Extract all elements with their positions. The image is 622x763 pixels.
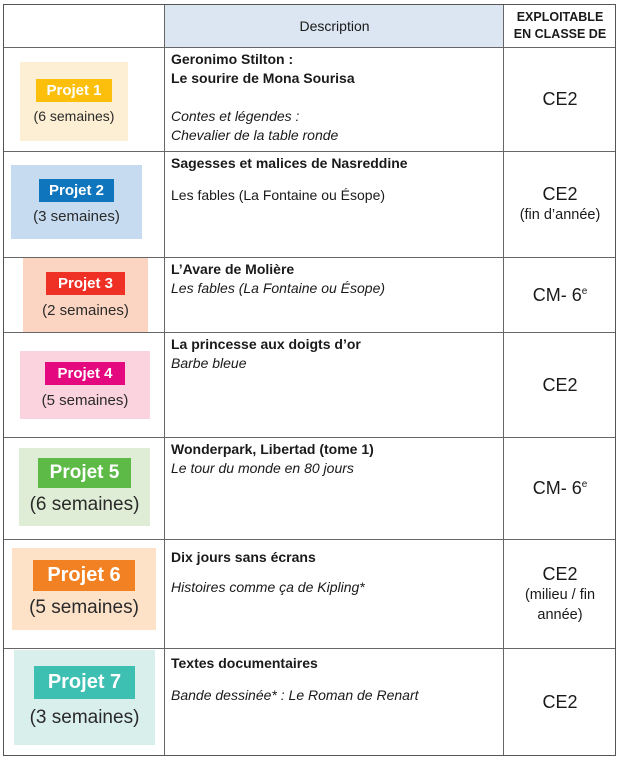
class-level: CE2 [542,184,578,204]
project-badge [14,650,155,745]
table-row [4,152,615,257]
table-row [4,333,615,437]
project-duration: (2 semaines) [42,301,129,319]
description-title: Sagesses et malices de Nasreddine [171,155,408,171]
description-title: L’Avare de Molière [171,261,295,277]
description-subtitle: Les fables (La Fontaine ou Ésope) [171,187,386,203]
class-note: (fin d’année) [519,207,601,223]
description-cell [171,154,501,205]
project-duration: (5 semaines) [29,596,139,618]
project-tag: Projet 3 [46,272,125,295]
project-cell [4,258,164,332]
project-duration: (3 semaines) [33,208,120,225]
header-class [504,5,616,47]
description-title: Dix jours sans écrans [171,549,316,565]
project-cell [4,649,164,755]
project-badge [12,548,156,630]
table-row [4,258,615,332]
project-badge [19,448,150,526]
project-duration: (5 semaines) [41,391,129,409]
header-class-line1: EXPLOITABLE [516,10,604,24]
project-badge [23,258,148,332]
description-cell [171,260,501,298]
project-cell [4,152,164,257]
description-title: Textes documentaires [171,655,318,671]
project-badge [20,62,128,141]
description-subtitle: Les fables (La Fontaine ou Ésope) [171,280,386,296]
header-description [165,5,504,47]
project-tag: Projet 2 [39,179,114,202]
class-cell [505,333,615,437]
description-cell [171,654,501,705]
header-class-line2: EN CLASSE DE [513,27,607,41]
class-level: CE2 [542,89,578,109]
project-tag: Projet 6 [33,560,134,591]
class-level: CM- 6e [532,284,588,305]
project-cell [4,540,164,648]
project-tag: Projet 1 [36,79,111,102]
class-cell [505,649,615,755]
table-row [4,649,615,755]
project-duration: (6 semaines) [33,108,115,124]
class-cell [505,258,615,332]
class-level: CE2 [542,691,578,712]
class-cell [505,152,615,257]
project-tag: Projet 4 [45,362,124,385]
table-row [4,438,615,539]
project-cell [4,48,164,151]
class-level: CE2 [542,374,578,395]
description-subtitle: Le tour du monde en 80 jours [171,460,354,476]
description-cell [171,440,501,478]
description-cell [171,335,501,373]
project-duration: (6 semaines) [29,494,140,515]
description-cell [171,548,501,597]
description-subtitle: Barbe bleue [171,355,247,371]
table-row [4,48,615,151]
class-cell [505,438,615,539]
description-cell [171,50,501,145]
project-badge [20,351,150,419]
project-cell [4,333,164,437]
description-subtitle: Chevalier de la table ronde [171,127,339,143]
description-title: Geronimo Stilton : [171,51,294,67]
class-level: CE2 [542,563,578,584]
description-title: La princesse aux doigts d’or [171,336,361,352]
class-note: (milieu / fin année) [524,586,596,623]
class-cell [505,48,615,151]
description-title: Wonderpark, Libertad (tome 1) [171,441,374,457]
project-tag: Projet 7 [34,666,135,699]
project-badge [11,165,142,239]
description-subtitle: Bande dessinée* : Le Roman de Renart [171,687,419,703]
class-cell [505,540,615,648]
project-cell [4,438,164,539]
description-subtitle: Contes et légendes : [171,108,300,124]
project-tag: Projet 5 [38,458,132,488]
header-description-label: Description [299,18,370,34]
description-subtitle: Histoires comme ça de Kipling* [171,579,365,595]
description-title: Le sourire de Mona Sourisa [171,70,355,86]
project-duration: (3 semaines) [29,707,140,728]
table-row [4,540,615,648]
class-level: CM- 6e [532,478,588,498]
projects-table [3,4,616,756]
